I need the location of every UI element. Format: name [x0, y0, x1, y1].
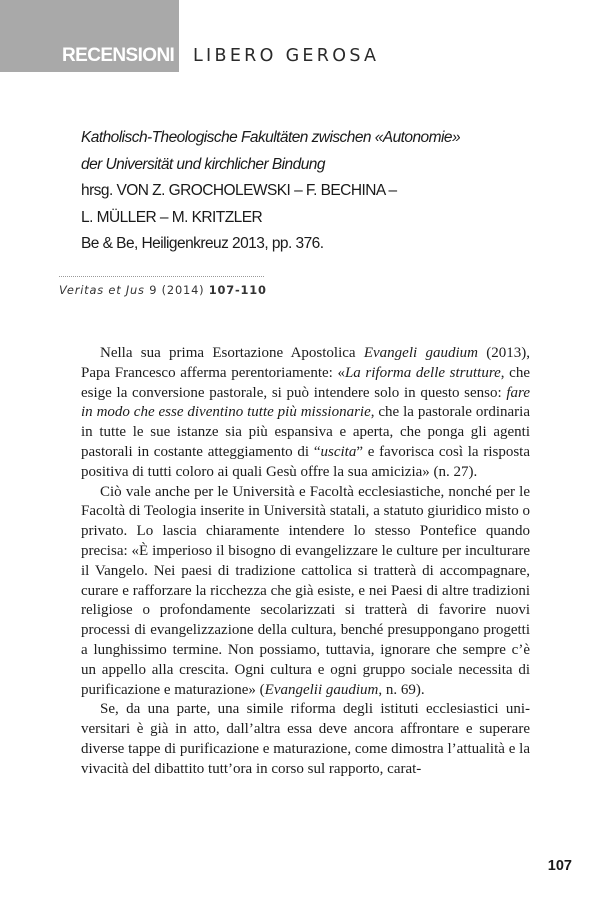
- italic-run: uscita: [320, 443, 357, 460]
- italic-run: La riforma delle strutture: [344, 364, 501, 381]
- italic-run: Evangelii gaudium: [264, 681, 379, 698]
- section-tab: [0, 0, 179, 72]
- book-publisher: Be & Be, Heiligenkreuz 2013, pp. 376.: [81, 235, 324, 252]
- book-title-line-1: Katholisch-Theologische Fakultäten zwischen «Autonomie»: [81, 129, 461, 146]
- author-header: LIBERO GEROSA: [193, 46, 380, 66]
- book-editors-line-2: L. MÜLLER – M. KRITZLER: [81, 208, 263, 226]
- text-run: , n. 69).: [378, 681, 425, 698]
- section-label: RECENSIONI: [62, 45, 175, 66]
- text-run: ” e favorisca così la risposta positiva di tutti coloro ai quali Gesù offre la sua amicizia» (n. 27).: [81, 443, 530, 480]
- journal-citation: [59, 283, 267, 297]
- text-run: , che esige la conversione pastorale, si può intendere solo in questo senso:: [81, 364, 530, 401]
- reviewed-book-details: [81, 125, 531, 258]
- italic-run: fare in modo che esse diventino tutte più missionarie: [81, 384, 530, 421]
- citation-divider: [59, 276, 264, 277]
- journal-issue: 9 (2014): [149, 283, 205, 297]
- paragraph-1: [81, 344, 530, 483]
- text-run: (2013), Papa Francesco afferma perentoriamente: «: [81, 345, 530, 381]
- text-run: Ciò vale anche per le Università e Facoltà ecclesiastiche, nonché per le Facoltà di Teologia inserite in Università statali, a statuto giuridico misto o privato. Lo lascia chiaramente intendere lo stesso Pontefice quando precisa: «È imperioso il bisogno di evangelizzare le culture per inculturare il Vangelo. Nei paesi di tradizione cattolica si tratterà di accompagnare, curare e rafforzare la ricchezza che già esiste, e nei Paesi di altre tradizioni religiose o profondamente secolarizzati si tratterà di favorire nuovi processi di evangelizzazione della cultura, benché presuppongano progetti a lunghissimo termine. Non possiamo, tuttavia, ignorare che sempre c’è un appello alla crescita. Ogni cultura e ogni gruppo sociale necessita di purificazione e maturazione» (: [81, 483, 530, 698]
- page-number: 107: [547, 858, 572, 874]
- text-run: Nella sua prima Esortazione Apostolica: [100, 345, 364, 361]
- book-title-line-2: der Universität und kirchlicher Bindung: [81, 155, 325, 173]
- paragraph-2: [81, 483, 530, 701]
- journal-name: Veritas et Jus: [59, 283, 145, 297]
- review-body: [81, 344, 530, 780]
- book-editors-line-1: hrsg. VON Z. GROCHOLEWSKI – F. BECHINA –: [81, 182, 397, 199]
- text-run: , che la pastorale ordinaria in tutte le sue istanze sia più espansiva e aperta, che ponga gli agenti pastorali in costante atteggiamento di “: [81, 404, 530, 460]
- journal-pages: 107-110: [208, 283, 267, 297]
- italic-run: Evangeli gaudium: [363, 345, 478, 361]
- text-run: Se, da una parte, una simile riforma degli istituti ecclesiastici universitari è già in atto, dall’altra essa deve ancora affrontare e superare diverse tappe di purificazione e maturazione, come dimostra l’attualità e la vivacità del dibattito tutt’ora in corso sul rapporto, carat-: [81, 701, 530, 777]
- paragraph-3: [81, 700, 530, 779]
